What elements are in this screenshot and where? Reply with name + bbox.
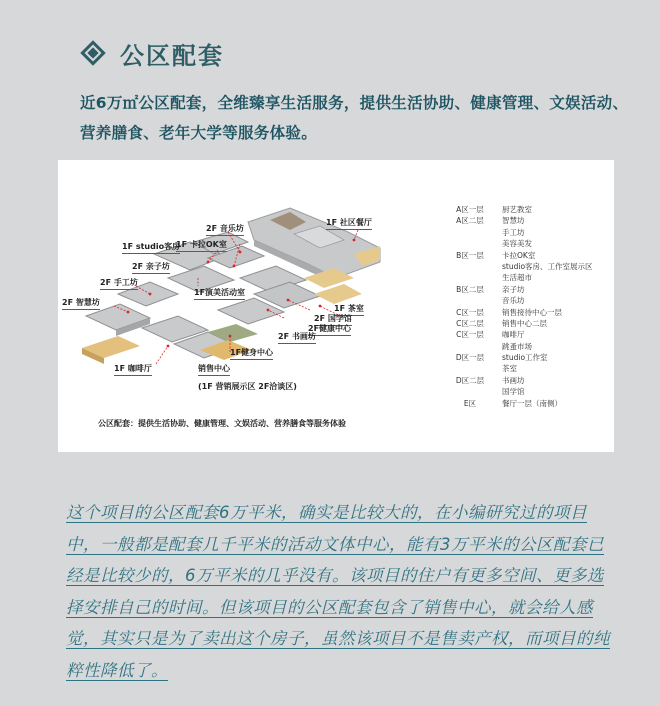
diamond-icon: [80, 40, 106, 66]
legend-item: 书画坊: [502, 375, 525, 385]
legend-row: [438, 284, 608, 295]
intro-text: 近6万㎡公区配套，全维臻享生活服务，提供生活协助、健康管理、文娱活动、营养膳食、老年大学等服务体验。: [80, 94, 629, 142]
section-header: [80, 36, 224, 70]
label-studio-room: 1F studio客房: [122, 242, 180, 252]
legend-row: [438, 352, 608, 363]
legend-item: 卡拉OK室: [502, 250, 536, 260]
label-community-dining: 1F 社区餐厅: [326, 218, 372, 228]
zone-legend: [438, 204, 608, 409]
legend-zone: [438, 386, 502, 397]
legend-item: 美容美发: [502, 239, 532, 249]
legend-item: 茶室: [502, 364, 517, 374]
legend-row: [438, 204, 608, 215]
legend-item: 跳蚤市场: [502, 341, 532, 351]
legend-zone: [438, 341, 502, 352]
legend-zone: [438, 272, 502, 283]
legend-row: [438, 318, 608, 329]
legend-item: 智慧坊: [502, 216, 525, 226]
legend-item: 手工坊: [502, 227, 525, 237]
label-handcraft-room: 2F 手工坊: [100, 278, 138, 288]
legend-row: [438, 341, 608, 352]
label-painting-room: 2F 书画坊: [278, 332, 316, 342]
label-fitness-center: 1F健身中心: [230, 348, 273, 358]
legend-item: 销售接待中心一层: [502, 307, 562, 317]
legend-zone: A区二层: [456, 216, 484, 226]
legend-row: [438, 272, 608, 283]
legend-zone: C区二层: [456, 318, 484, 328]
legend-row: [438, 238, 608, 249]
legend-zone: B区一层: [456, 250, 484, 260]
legend-item: 音乐坊: [502, 296, 525, 306]
legend-row: [438, 307, 608, 318]
legend-zone: B区二层: [456, 284, 484, 294]
legend-row: [438, 375, 608, 386]
legend-zone: A区一层: [456, 205, 484, 214]
label-smart-room: 2F 智慧坊: [62, 298, 100, 308]
legend-item: 咖啡厅: [502, 330, 525, 340]
site-plan-figure: [58, 160, 614, 452]
legend-zone: [438, 363, 502, 374]
legend-zone: C区一层: [456, 307, 484, 317]
figure-caption: 公区配套：提供生活协助、健康管理、文娱活动、营养膳食等服务体验: [98, 419, 346, 428]
legend-zone: [438, 295, 502, 306]
legend-row: [438, 227, 608, 238]
legend-item: studio工作室: [502, 353, 548, 363]
legend-row: [438, 250, 608, 261]
legend-zone: D区二层: [455, 375, 485, 385]
legend-row: [438, 386, 608, 397]
legend-item: studio客房、工作室展示区: [502, 261, 593, 271]
legend-item: 亲子坊: [502, 284, 525, 294]
label-sales-center: 销售中心: [198, 364, 230, 374]
legend-zone: D区一层: [455, 353, 485, 363]
legend-item: 销售中心二层: [502, 318, 547, 328]
legend-row: [438, 261, 608, 272]
legend-zone: E区: [463, 398, 477, 408]
label-sales-exhibition: (1F 营销展示区 2F洽谈区): [198, 382, 297, 391]
legend-row: [438, 398, 608, 409]
label-tea-room: 1F 茶室: [334, 304, 364, 314]
legend-item: 生活超市: [502, 273, 532, 283]
legend-item: 国学馆: [502, 387, 525, 397]
label-activity-room: 1F演美活动室: [194, 288, 245, 298]
legend-row: [438, 329, 608, 340]
legend-zone: [438, 227, 502, 238]
legend-zone: [438, 261, 502, 272]
legend-zone: C区一层: [456, 330, 484, 340]
label-cafe: 1F 咖啡厅: [114, 364, 152, 374]
legend-zone: [438, 238, 502, 249]
label-music-room: 2F 音乐坊: [206, 224, 244, 234]
legend-item: 餐厅一层（南侧）: [502, 398, 562, 408]
label-sinology-hall: 2F 国学馆: [314, 314, 352, 324]
commentary-text: 这个项目的公区配套6万平米，确实是比较大的，在小编研究过的项目中，一般都是配套几千平米的活动文体中心，能有3万平米的公区配套已经是比较少的，6万平米的几乎没有。该项目的住户有更多空间、更多选择安排自己的时间。但该项目的公区配套包含了销售中心，就会给人感觉，其实只是为了卖出这个房子，虽然该项目不是售卖产权，而项目的纯粹性降低了。: [66, 503, 610, 680]
legend-row: [438, 215, 608, 226]
legend-row: [438, 363, 608, 374]
label-health-center: 2F健康中心: [308, 324, 351, 334]
label-karaoke-room: 1F 卡拉OK室: [176, 240, 227, 250]
section-title: 公区配套: [120, 41, 224, 70]
legend-item: 厨艺教室: [502, 205, 532, 214]
label-parent-child-room: 2F 亲子坊: [132, 262, 170, 272]
legend-row: [438, 295, 608, 306]
